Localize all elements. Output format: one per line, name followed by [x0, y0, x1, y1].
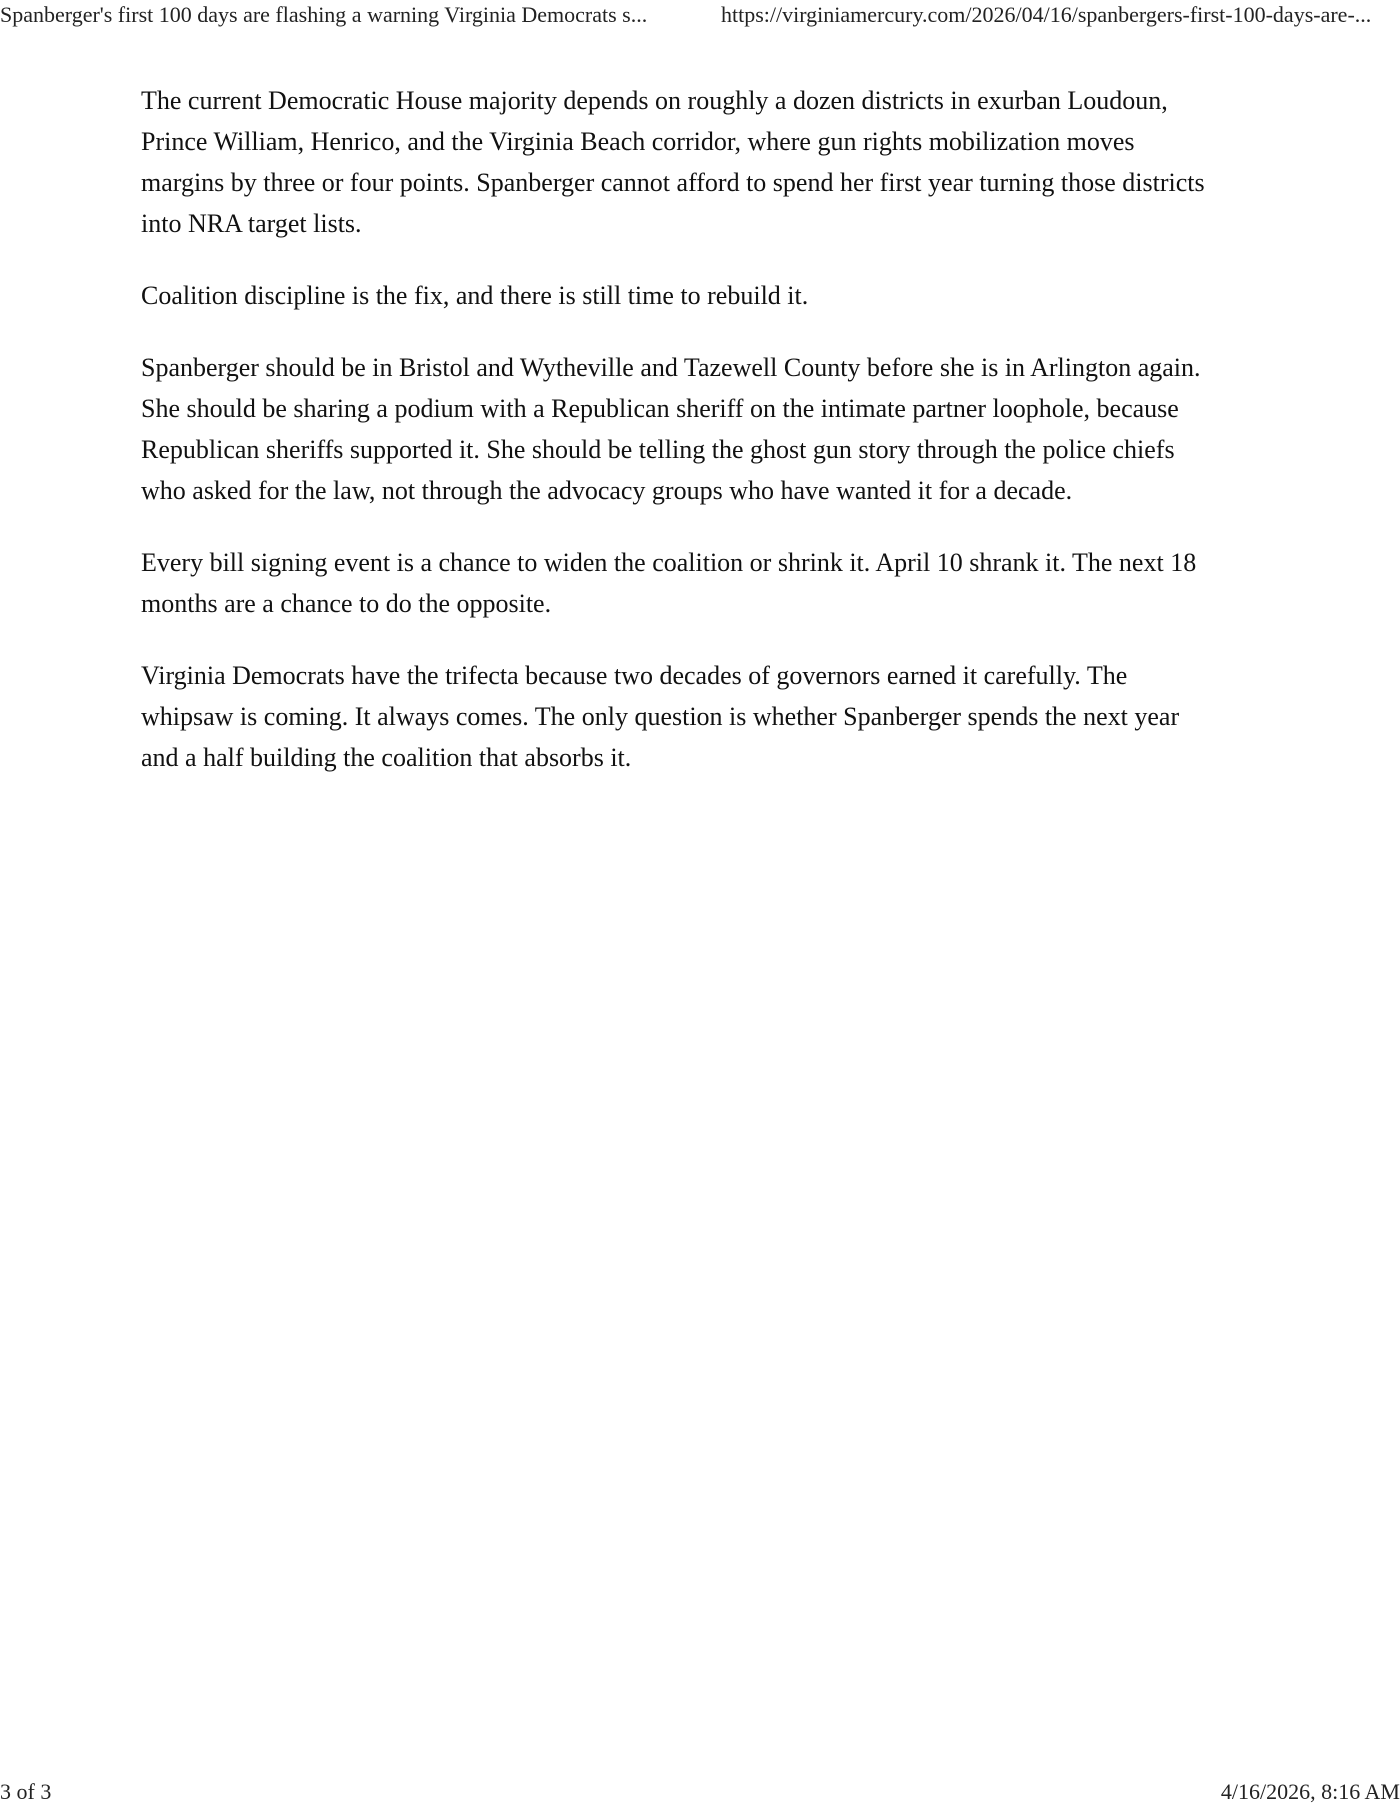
article-paragraph: Virginia Democrats have the trifecta because two decades of governors earned it carefully. The whipsaw is coming. It always comes. The only question is whether Spanberger spends the next year and a half building the coalition that absorbs it.: [141, 661, 1180, 772]
print-header: [0, 2, 1400, 32]
print-footer: [0, 1779, 1400, 1809]
page-indicator: 3 of 3: [0, 1779, 52, 1804]
article-paragraph: Coalition discipline is the fix, and there is still time to rebuild it.: [141, 281, 809, 310]
article-body: [141, 80, 1221, 809]
page-url: https://virginiamercury.com/2026/04/16/spanbergers-first-100-days-are-...: [721, 2, 1372, 27]
article-paragraph: The current Democratic House majority depends on roughly a dozen districts in exurban Loudoun, Prince William, Henrico, and the Virginia Beach corridor, where gun rights mobilization moves margins by three or four points. Spanberger cannot afford to spend her first year turning those districts into NRA target lists.: [141, 86, 1205, 238]
article-paragraph: Every bill signing event is a chance to widen the coalition or shrink it. April 10 shrank it. The next 18 months are a chance to do the opposite.: [141, 548, 1197, 618]
article-paragraph: Spanberger should be in Bristol and Wytheville and Tazewell County before she is in Arlington again. She should be sharing a podium with a Republican sheriff on the intimate partner loophole, because Republican sheriffs supported it. She should be telling the ghost gun story through the police chiefs who asked for the law, not through the advocacy groups who have wanted it for a decade.: [141, 353, 1201, 505]
page-title: Spanberger's first 100 days are flashing a warning Virginia Democrats s...: [0, 2, 648, 27]
print-timestamp: 4/16/2026, 8:16 AM: [1220, 1779, 1400, 1804]
